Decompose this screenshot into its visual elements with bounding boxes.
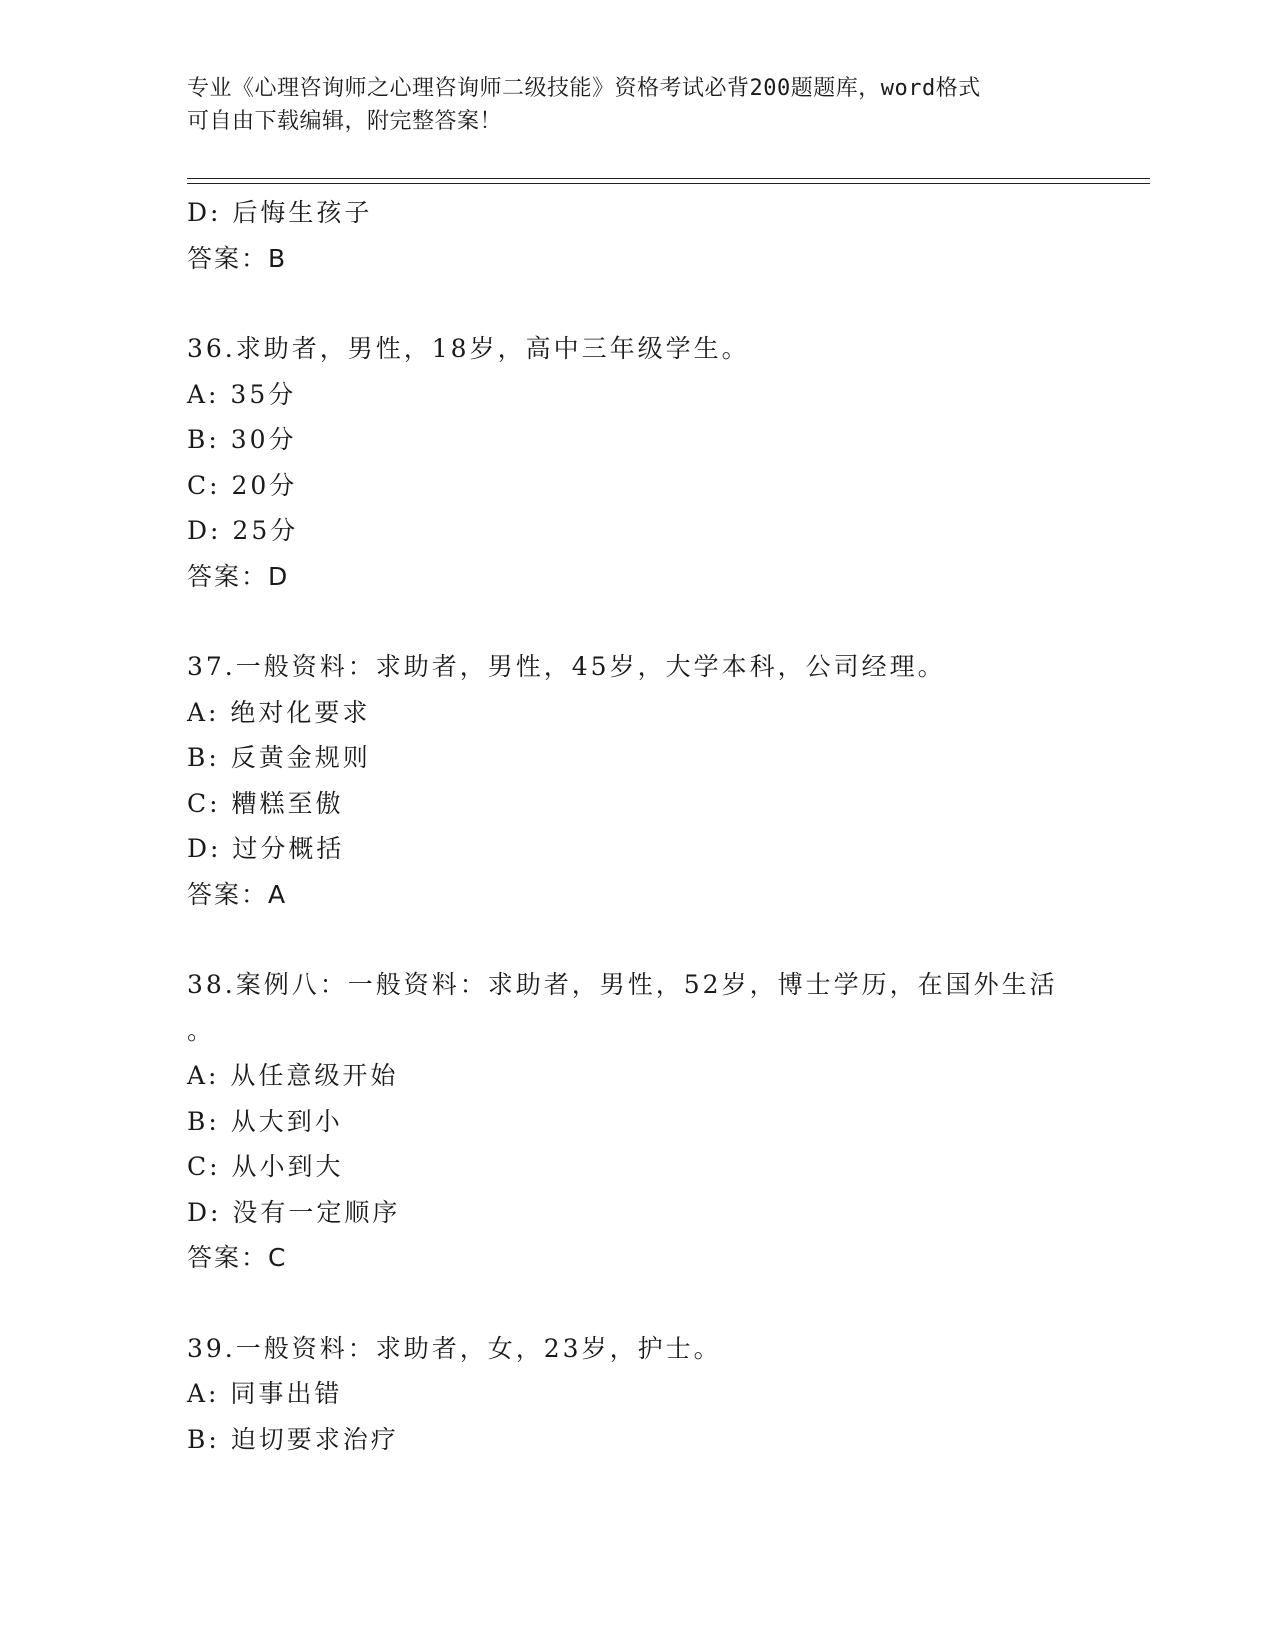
header-divider-double bbox=[187, 183, 1150, 184]
option-d: D: 后悔生孩子 bbox=[187, 198, 373, 227]
header-line-2: 可自由下载编辑，附完整答案！ bbox=[187, 109, 503, 134]
option-a: A: 同事出错 bbox=[187, 1379, 343, 1408]
question-stem: 36.求助者，男性，18岁，高中三年级学生。 bbox=[187, 334, 750, 363]
question-stem: 38.案例八：一般资料：求助者，男性，52岁，博士学历，在国外生活 bbox=[187, 970, 1058, 999]
option-b: B: 30分 bbox=[187, 425, 297, 454]
option-c: C: 从小到大 bbox=[187, 1152, 344, 1181]
document-header bbox=[187, 72, 1067, 138]
option-b: B: 反黄金规则 bbox=[187, 743, 371, 772]
answer-line: 答案：B bbox=[187, 243, 288, 273]
answer-line: 答案：C bbox=[187, 1243, 288, 1272]
option-b: B: 迫切要求治疗 bbox=[187, 1424, 399, 1454]
header-line-1: 专业《心理咨询师之心理咨询师二级技能》资格考试必背200题题库，word格式 bbox=[187, 76, 981, 101]
header-divider bbox=[187, 178, 1150, 179]
option-c: C: 20分 bbox=[187, 470, 298, 500]
question-stem: 39.一般资料：求助者，女，23岁，护士。 bbox=[187, 1333, 722, 1363]
answer-line: 答案：D bbox=[187, 561, 290, 591]
option-a: A: 35分 bbox=[187, 379, 297, 409]
option-b: B: 从大到小 bbox=[187, 1106, 343, 1136]
option-a: A: 从任意级开始 bbox=[187, 1061, 399, 1090]
option-d: D: 没有一定顺序 bbox=[187, 1197, 401, 1227]
question-stem-continuation: 。 bbox=[187, 1015, 216, 1045]
option-d: D: 过分概括 bbox=[187, 834, 345, 863]
question-list bbox=[187, 190, 1087, 1462]
question-stem: 37.一般资料：求助者，男性，45岁，大学本科，公司经理。 bbox=[187, 652, 946, 681]
option-d: D: 25分 bbox=[187, 516, 299, 545]
option-c: C: 糟糕至傲 bbox=[187, 788, 344, 818]
option-a: A: 绝对化要求 bbox=[187, 697, 371, 727]
answer-line: 答案：A bbox=[187, 879, 288, 909]
